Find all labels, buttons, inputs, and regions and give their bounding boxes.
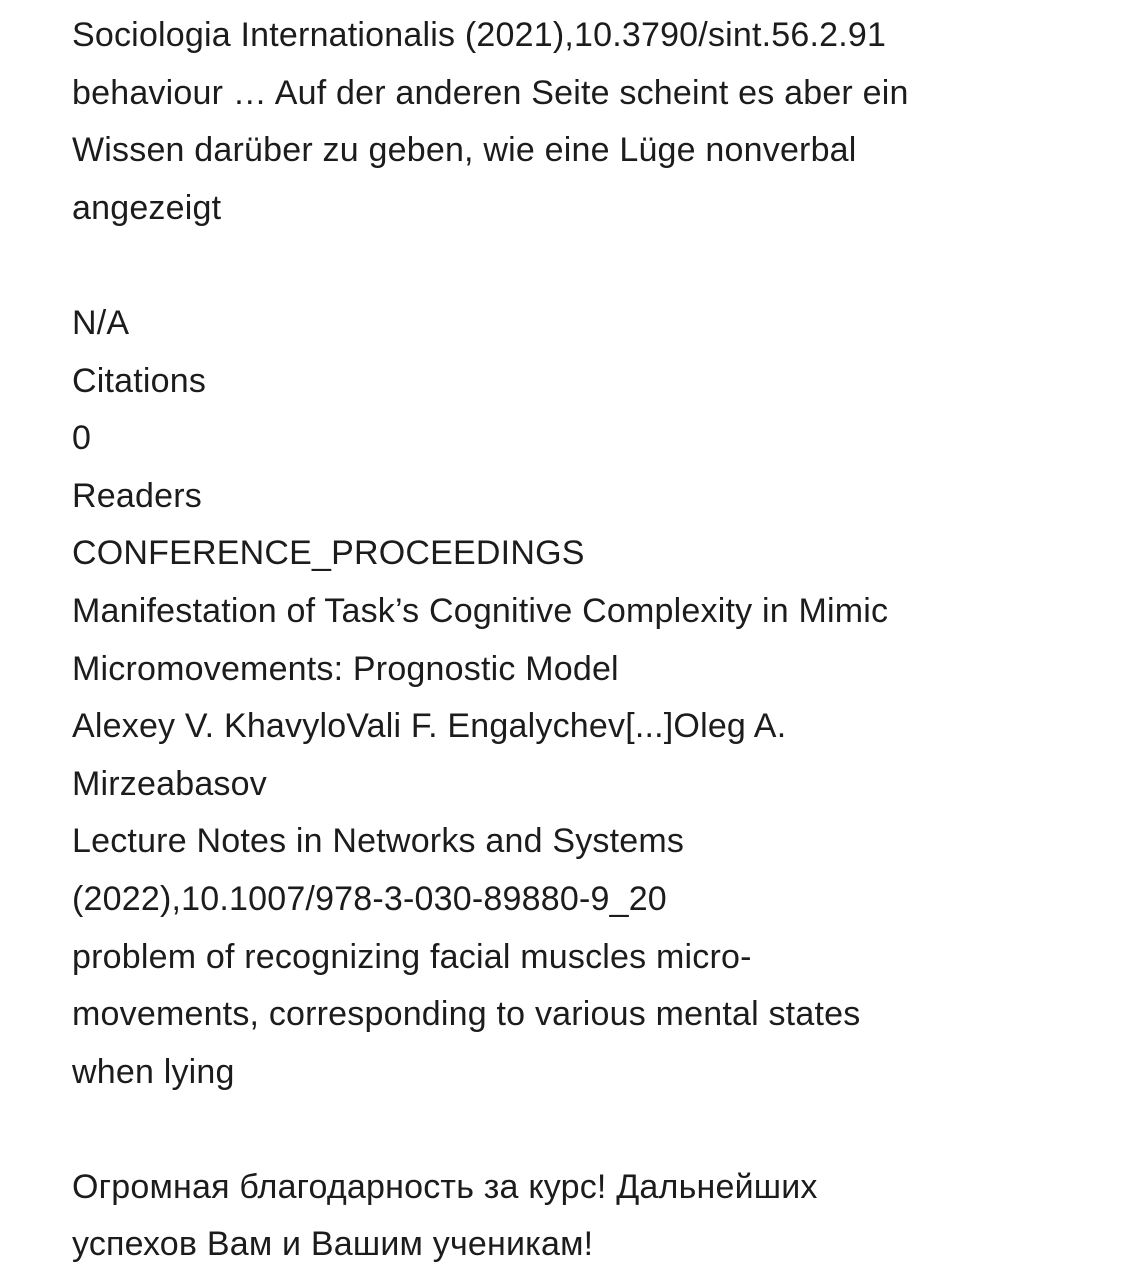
paragraph-gap — [72, 1101, 1065, 1159]
paragraph-gap — [72, 237, 1065, 295]
record-source-line: Lecture Notes in Networks and Systems — [72, 822, 685, 861]
record-title-line: Micromovements: Prognostic Model — [72, 649, 619, 688]
record-type: CONFERENCE_PROCEEDINGS — [72, 534, 585, 573]
record-source-line: (2022),10.1007/978-3-030-89880-9_20 — [72, 879, 667, 918]
record-snippet-line: Wissen darüber zu geben, wie eine Lüge nonverbal — [72, 131, 857, 170]
readers-value: 0 — [72, 419, 92, 458]
citations-value: N/A — [72, 303, 130, 342]
record-snippet-line: angezeigt — [72, 188, 222, 227]
closing-message-line: Огромная благодарность за курс! Дальнейших — [72, 1167, 818, 1206]
record-authors-line: Mirzeabasov — [72, 764, 267, 803]
record-snippet-line: behaviour … Auf der anderen Seite scheint es aber ein — [72, 73, 909, 112]
record-snippet-line: when lying — [72, 1052, 235, 1091]
record-snippet-line: problem of recognizing facial muscles micro- — [72, 937, 752, 976]
citations-label: Citations — [72, 361, 207, 400]
record-authors-line: Alexey V. KhavyloVali F. Engalychev[...]Oleg A. — [72, 707, 787, 746]
record-snippet-line: movements, corresponding to various mental states — [72, 995, 861, 1034]
record-source: Sociologia Internationalis (2021),10.3790/sint.56.2.91 — [72, 16, 887, 54]
readers-label: Readers — [72, 476, 202, 515]
record-title-line: Manifestation of Task’s Cognitive Complexity in Mimic — [72, 591, 889, 630]
closing-message-line: успехов Вам и Вашим ученикам! — [72, 1225, 594, 1264]
